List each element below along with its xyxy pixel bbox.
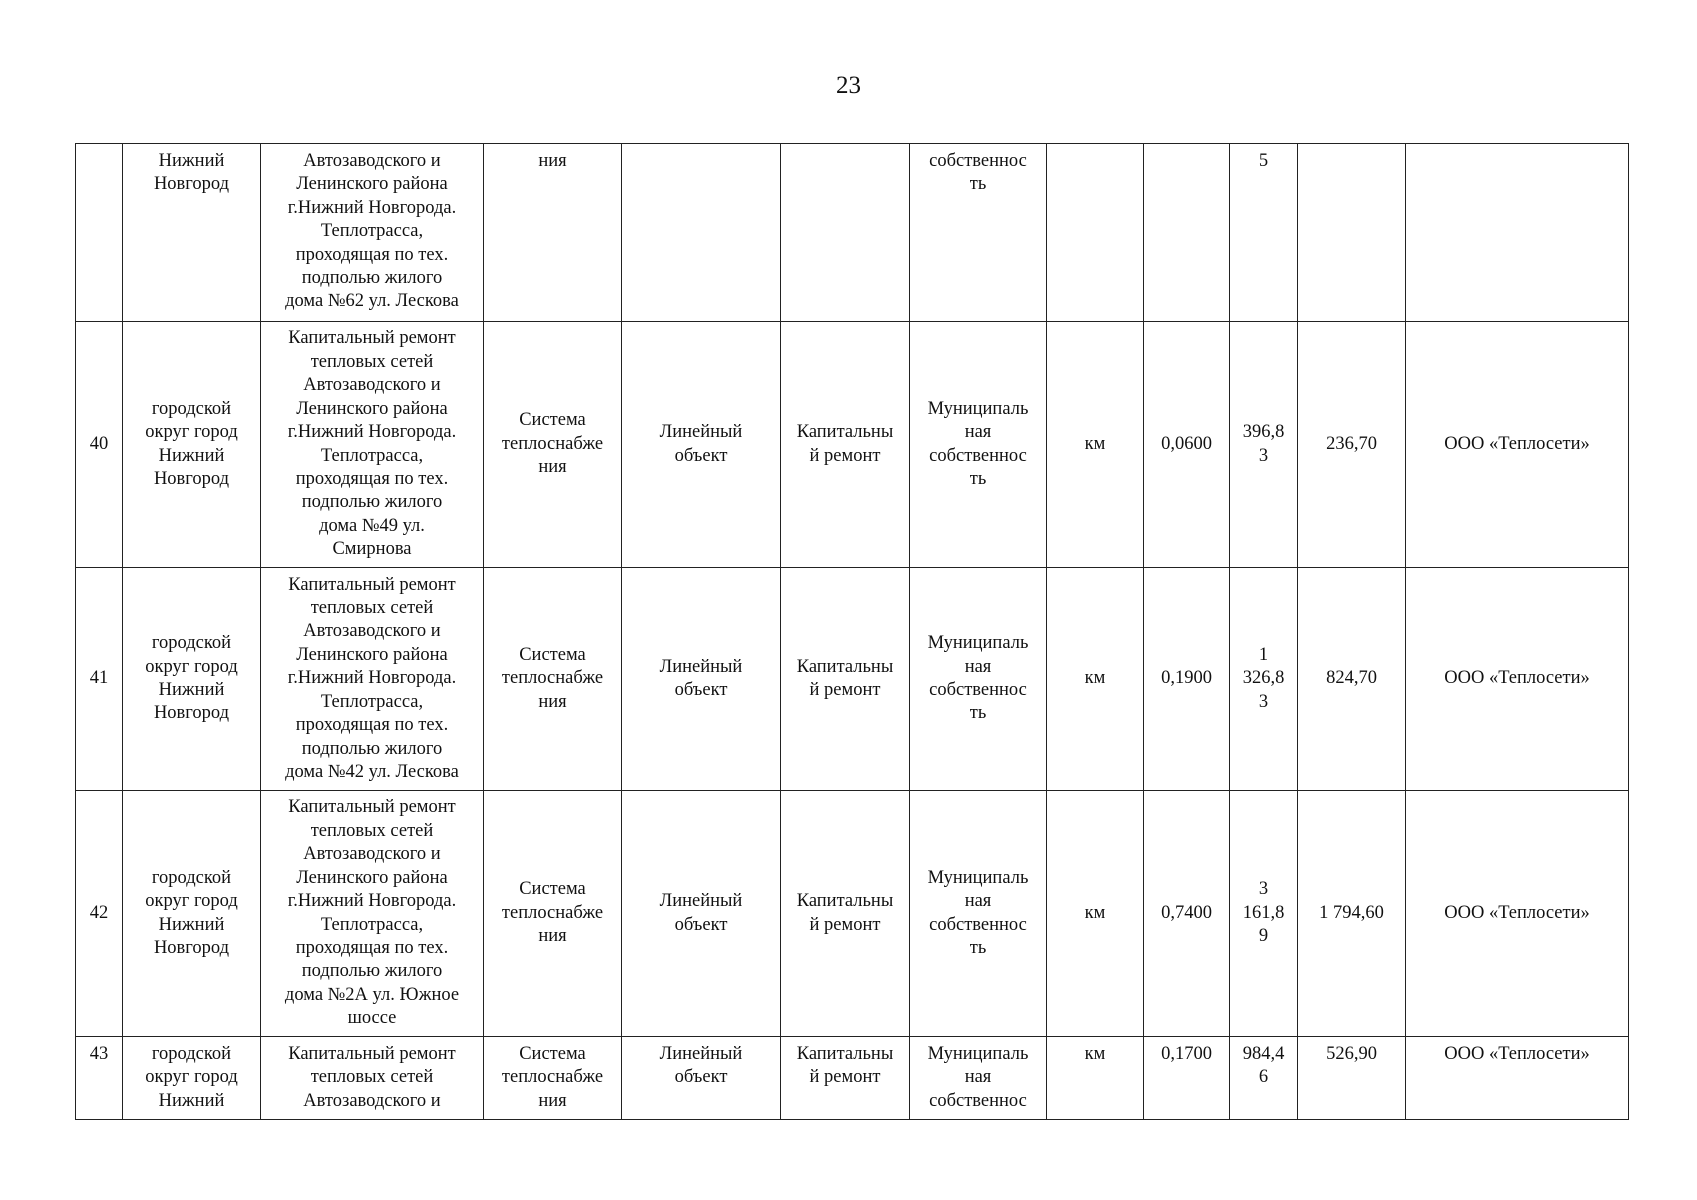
cell-line: подполью жилого <box>301 961 443 982</box>
cell-work-type <box>781 568 910 791</box>
cell-line: Теплотрасса, <box>320 445 424 466</box>
cell-line: 326,8 <box>1242 668 1285 689</box>
cell-line: ния <box>538 151 567 171</box>
cell-line: ть <box>969 937 987 958</box>
cell-project-name <box>261 322 484 568</box>
cell-line: Теплотрасса, <box>320 221 424 242</box>
cell-line: Автозаводского и <box>303 844 441 865</box>
cell-line: 9 <box>1258 926 1269 947</box>
cell-line: теплоснабже <box>501 1067 604 1088</box>
cell-line: ть <box>969 174 987 195</box>
cell-line: 3 <box>1258 691 1269 712</box>
cell-line: проходящая по тех. <box>295 244 449 265</box>
cell-line: Теплотрасса, <box>320 691 424 712</box>
cell-line: округ город <box>145 422 238 443</box>
cell-line: Капитальны <box>796 891 894 912</box>
cell-amount: 526,90 <box>1298 1037 1406 1120</box>
cell-line: объект <box>674 1067 728 1088</box>
cell-line: округ город <box>145 891 238 912</box>
table-row <box>76 791 1629 1037</box>
table-row <box>76 144 1629 322</box>
cell-line: проходящая по тех. <box>295 937 449 958</box>
cell-cost <box>1230 144 1298 322</box>
cell-line: ть <box>969 703 987 724</box>
cell-line: 161,8 <box>1242 902 1285 923</box>
cell-line: ния <box>538 926 567 947</box>
cell-amount: 236,70 <box>1298 322 1406 568</box>
cell-line: Капитальный ремонт <box>288 328 456 349</box>
cell-line: тепловых сетей <box>310 598 434 619</box>
cell-line: 5 <box>1258 151 1269 171</box>
cell-object-type <box>622 144 781 322</box>
cell-locality <box>123 1037 261 1120</box>
cell-project-name <box>261 791 484 1037</box>
cell-ownership <box>910 322 1047 568</box>
cell-line: Ленинского района <box>296 174 448 195</box>
cell-line: Капитальны <box>796 656 894 677</box>
cell-line: г.Нижний Новгорода. <box>287 668 457 689</box>
cell-line: округ город <box>145 656 238 677</box>
table-row <box>76 322 1629 568</box>
cell-line: Линейный <box>659 422 743 443</box>
cell-line: ния <box>538 457 567 478</box>
cell-line: дома №42 ул. Лескова <box>285 761 459 782</box>
cell-line: Нижний <box>158 151 225 171</box>
cell-locality <box>123 568 261 791</box>
cell-line: дома №49 ул. <box>319 515 425 536</box>
cell-project-name <box>261 568 484 791</box>
cell-cost <box>1230 568 1298 791</box>
cell-operator: ООО «Теплосети» <box>1406 322 1629 568</box>
cell-length: 0,0600 <box>1144 322 1230 568</box>
cell-line: Новгород <box>153 937 230 958</box>
cell-work-type <box>781 144 910 322</box>
cell-operator <box>1406 144 1629 322</box>
cell-operator: ООО «Теплосети» <box>1406 791 1629 1037</box>
cell-line: дома №62 ул. Лескова <box>285 291 459 312</box>
cell-ownership <box>910 144 1047 322</box>
cell-line: шоссе <box>347 1008 397 1029</box>
cell-line: ния <box>538 1090 567 1111</box>
cell-ownership <box>910 791 1047 1037</box>
cell-line: ть <box>969 468 987 489</box>
cell-line: Новгород <box>153 174 230 195</box>
cell-line: ная <box>964 656 992 677</box>
cell-object-type <box>622 791 781 1037</box>
cell-line: г.Нижний Новгорода. <box>287 891 457 912</box>
cell-line: Линейный <box>659 656 743 677</box>
cell-number: 43 <box>76 1037 123 1120</box>
cell-line: округ город <box>145 1067 238 1088</box>
cell-line: собственнос <box>929 445 1027 466</box>
cell-line: объект <box>674 914 728 935</box>
cell-object-type <box>622 1037 781 1120</box>
cell-line: ная <box>964 1067 992 1088</box>
cell-line: Капитальный ремонт <box>288 1044 456 1064</box>
cell-line: Муниципаль <box>927 1044 1029 1064</box>
cell-line: Ленинского района <box>296 398 448 419</box>
cell-locality <box>123 791 261 1037</box>
cell-line: Линейный <box>659 891 743 912</box>
cell-line: Теплотрасса, <box>320 914 424 935</box>
cell-line: собственнос <box>929 151 1027 171</box>
cell-unit: км <box>1047 568 1144 791</box>
cell-line: Муниципаль <box>927 398 1029 419</box>
cell-amount: 1 794,60 <box>1298 791 1406 1037</box>
projects-table <box>75 143 1629 1120</box>
cell-ownership <box>910 1037 1047 1120</box>
cell-line: г.Нижний Новгорода. <box>287 422 457 443</box>
cell-line: г.Нижний Новгорода. <box>287 197 457 218</box>
cell-line: собственнос <box>929 1090 1027 1111</box>
cell-amount: 824,70 <box>1298 568 1406 791</box>
cell-line: Смирнова <box>332 539 412 560</box>
cell-cost <box>1230 791 1298 1037</box>
cell-line: Капитальны <box>796 1044 894 1064</box>
cell-cost <box>1230 1037 1298 1120</box>
cell-work-type <box>781 1037 910 1120</box>
cell-line: Капитальны <box>796 422 894 443</box>
cell-work-type <box>781 322 910 568</box>
cell-project-name <box>261 1037 484 1120</box>
cell-unit: км <box>1047 791 1144 1037</box>
cell-line: Ленинского района <box>296 644 448 665</box>
cell-line: й ремонт <box>809 914 881 935</box>
cell-operator: ООО «Теплосети» <box>1406 568 1629 791</box>
cell-line: собственнос <box>929 914 1027 935</box>
cell-line: проходящая по тех. <box>295 715 449 736</box>
cell-line: тепловых сетей <box>310 1067 434 1088</box>
cell-line: Автозаводского и <box>303 151 441 171</box>
cell-object-type <box>622 322 781 568</box>
cell-line: 396,8 <box>1242 422 1285 443</box>
cell-line: объект <box>674 445 728 466</box>
cell-line: теплоснабже <box>501 433 604 454</box>
cell-line: подполью жилого <box>301 268 443 289</box>
cell-line: ния <box>538 691 567 712</box>
cell-number: 42 <box>76 791 123 1037</box>
cell-number: 40 <box>76 322 123 568</box>
cell-line: объект <box>674 680 728 700</box>
cell-length <box>1144 144 1230 322</box>
cell-system <box>484 322 622 568</box>
table-row <box>76 568 1629 791</box>
cell-unit <box>1047 144 1144 322</box>
cell-length: 0,7400 <box>1144 791 1230 1037</box>
cell-line: теплоснабже <box>501 668 604 689</box>
table-body <box>76 144 1629 1120</box>
cell-line: Капитальный ремонт <box>288 574 456 595</box>
cell-line: Линейный <box>659 1044 743 1064</box>
cell-line: теплоснабже <box>501 902 604 923</box>
cell-system <box>484 568 622 791</box>
cell-amount <box>1298 144 1406 322</box>
cell-line: Автозаводского и <box>303 1090 441 1111</box>
cell-line: й ремонт <box>809 445 881 466</box>
cell-line: дома №2А ул. Южное <box>284 984 460 1005</box>
cell-line: Автозаводского и <box>303 621 441 642</box>
cell-line: ная <box>964 891 992 912</box>
cell-line: 984,4 <box>1242 1044 1285 1064</box>
page-number: 23 <box>836 72 861 99</box>
cell-line: Нижний <box>158 445 225 466</box>
cell-line: Новгород <box>153 468 230 489</box>
table-row <box>76 1037 1629 1120</box>
cell-system <box>484 1037 622 1120</box>
cell-line: Новгород <box>153 703 230 724</box>
cell-line: Система <box>519 410 586 431</box>
cell-unit: км <box>1047 1037 1144 1120</box>
cell-line: Ленинского района <box>296 867 448 888</box>
cell-locality <box>123 322 261 568</box>
cell-project-name <box>261 144 484 322</box>
cell-line: Нижний <box>158 914 225 935</box>
cell-length: 0,1900 <box>1144 568 1230 791</box>
cell-work-type <box>781 791 910 1037</box>
cell-line: Муниципаль <box>927 633 1029 654</box>
cell-line: городской <box>151 633 232 654</box>
cell-line: Нижний <box>158 1090 225 1111</box>
cell-line: проходящая по тех. <box>295 468 449 489</box>
cell-line: Автозаводского и <box>303 375 441 396</box>
cell-object-type <box>622 568 781 791</box>
cell-line: подполью жилого <box>301 492 443 513</box>
cell-operator: ООО «Теплосети» <box>1406 1037 1629 1120</box>
cell-line: городской <box>151 398 232 419</box>
cell-line: й ремонт <box>809 680 881 700</box>
cell-line: городской <box>151 1044 232 1064</box>
cell-line: 1 <box>1258 644 1269 665</box>
cell-locality <box>123 144 261 322</box>
cell-line: 3 <box>1258 879 1269 900</box>
cell-line: Система <box>519 1044 586 1064</box>
cell-line: Муниципаль <box>927 867 1029 888</box>
cell-line: собственнос <box>929 680 1027 700</box>
cell-line: Капитальный ремонт <box>288 797 456 818</box>
cell-line: Система <box>519 644 586 665</box>
cell-number: 41 <box>76 568 123 791</box>
cell-line: тепловых сетей <box>310 820 434 841</box>
cell-cost <box>1230 322 1298 568</box>
cell-number <box>76 144 123 322</box>
cell-line: городской <box>151 867 232 888</box>
cell-line: Система <box>519 879 586 900</box>
cell-line: ная <box>964 422 992 443</box>
cell-ownership <box>910 568 1047 791</box>
cell-length: 0,1700 <box>1144 1037 1230 1120</box>
cell-line: 3 <box>1258 445 1269 466</box>
cell-line: 6 <box>1258 1067 1269 1088</box>
cell-line: подполью жилого <box>301 738 443 759</box>
cell-system <box>484 791 622 1037</box>
cell-unit: км <box>1047 322 1144 568</box>
cell-line: Нижний <box>158 680 225 700</box>
cell-system <box>484 144 622 322</box>
cell-line: тепловых сетей <box>310 351 434 372</box>
cell-line: й ремонт <box>809 1067 881 1088</box>
